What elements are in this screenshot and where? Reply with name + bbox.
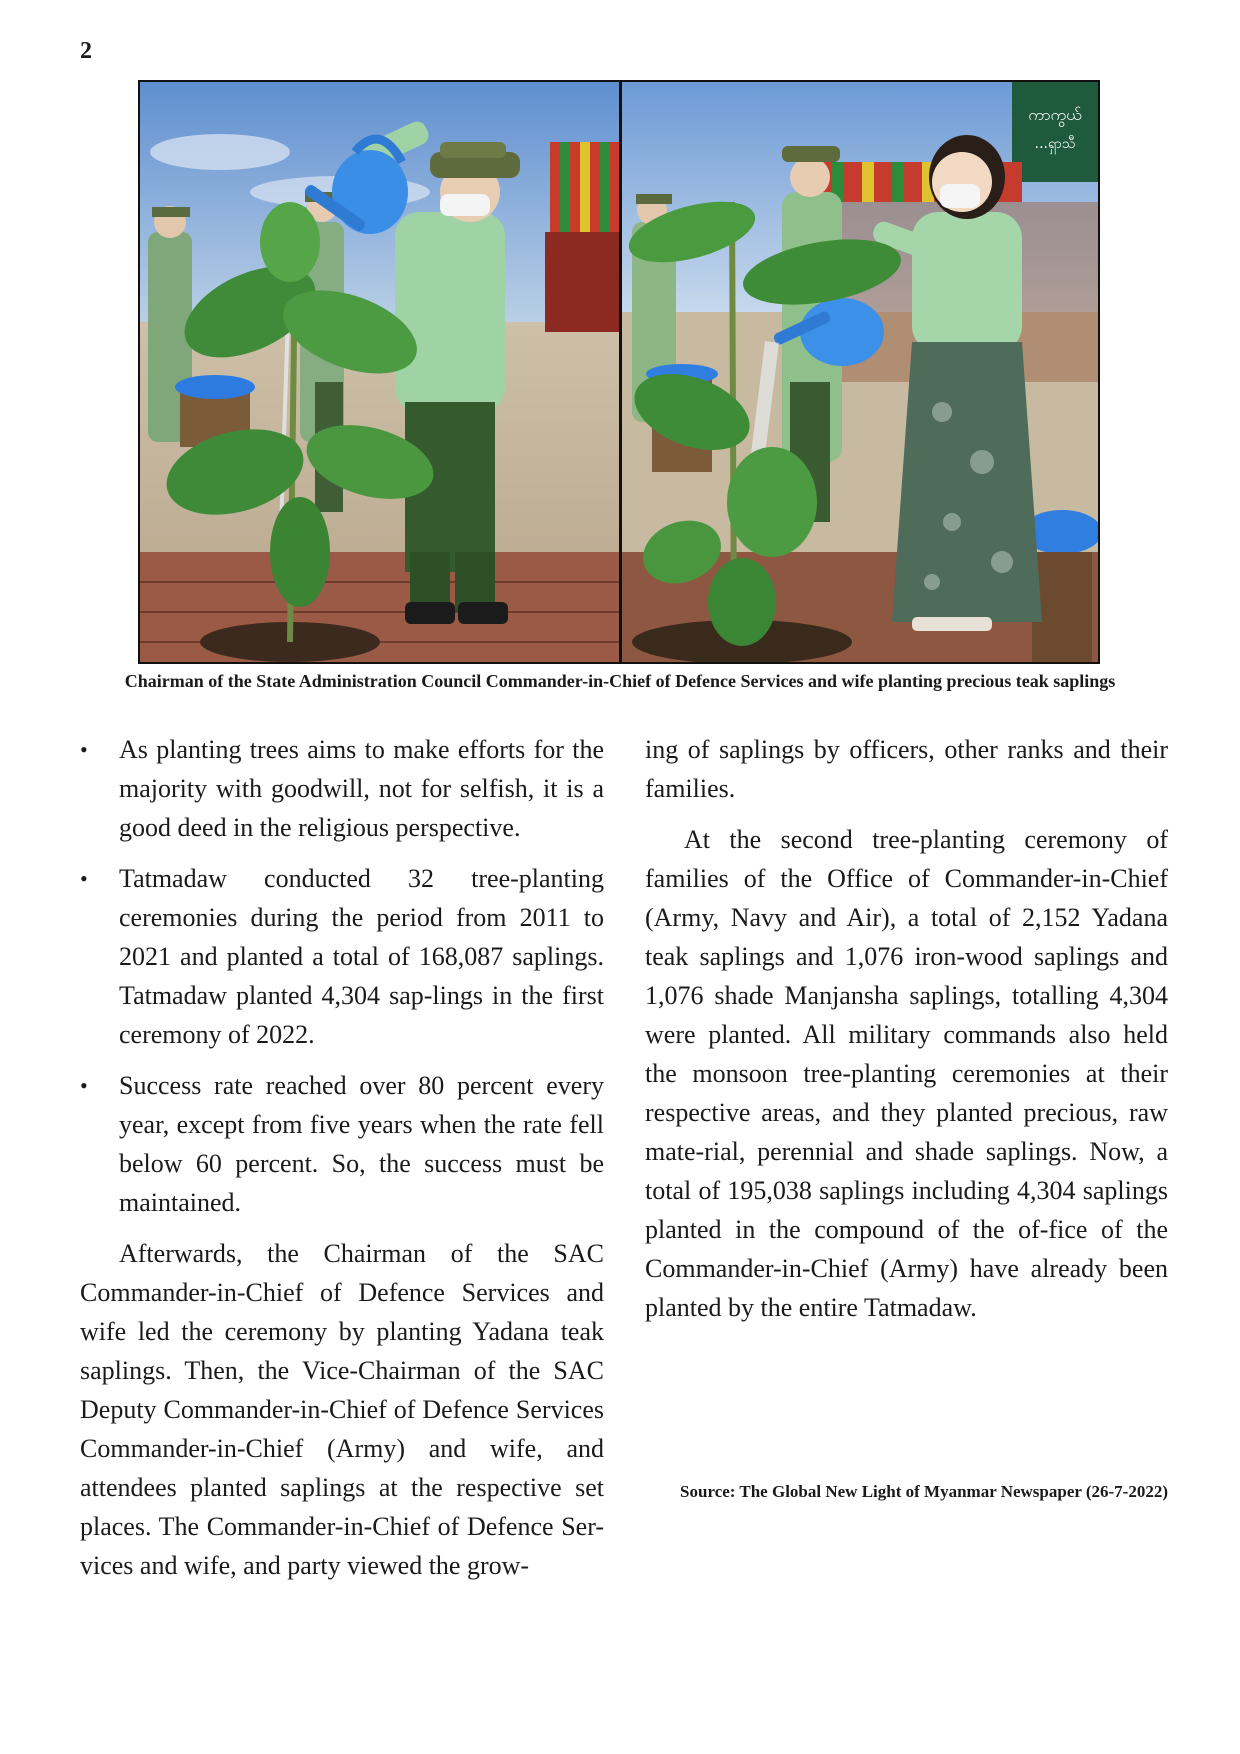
right-column — [645, 730, 1168, 1339]
photo-caption: Chairman of the State Administration Council Commander-in-Chief of Defence Services and wife planting precious teak saplings — [124, 671, 1116, 691]
banner-text: ကာကွယ် — [1028, 105, 1082, 124]
photo-wife-watering — [622, 82, 1098, 662]
svg-text:...ရှာသီ: ...ရှာသီ — [1034, 136, 1076, 152]
bullet-item: • As planting trees aims to make efforts for the majority with goodwill, not for selfish, it is a good deed in the religious perspective. — [80, 730, 604, 847]
source-citation: Source: The Global New Light of Myanmar Newspaper (26-7-2022) — [680, 1482, 1168, 1501]
photo-figure — [138, 80, 1100, 664]
left-column — [80, 730, 604, 1597]
page-number: 2 — [80, 38, 92, 64]
photo-commander-image — [140, 82, 619, 662]
bullet-item: • Success rate reached over 80 percent every year, except from five years when the rate fell below 60 percent. So, the success must be maintained. — [80, 1066, 604, 1222]
bullet-item: • Tatmadaw conducted 32 tree-planting ceremonies during the period from 2011 to 2021 and planted a total of 168,087 saplings. Tatmadaw planted 4,304 sap-lings in the first ceremony of 2022. — [80, 859, 604, 1054]
body-paragraph: Afterwards, the Chairman of the SAC Commander-in-Chief of Defence Services and wife led the ceremony by planting Yadana teak saplings. Then, the Vice-Chairman of the SAC Deputy Commander-in-Chief of Defence Services Commander-in-Chief (Army) and wife, and attendees planted saplings at the respective set places. The Commander-in-Chief of Defence Ser-vices and wife, and party viewed the grow- — [80, 1239, 604, 1580]
bullet-list — [80, 730, 604, 1222]
photo-wife-image — [622, 82, 1098, 662]
photo-commander-watering — [140, 82, 619, 662]
body-paragraph: At the second tree-planting ceremony of families of the Office of Commander-in-Chief (Army, Navy and Air), a total of 2,152 Yadana teak saplings and 1,076 iron-wood saplings and 1,076 shade Manjansha saplings, totalling 4,304 were planted. All military commands also held the monsoon tree-planting ceremonies at their respective areas, and they planted precious, raw mate-rial, perennial and shade saplings. Now, a total of 195,038 saplings including 4,304 saplings planted in the compound of the of-fice of the Commander-in-Chief (Army) have already been planted by the entire Tatmadaw. — [645, 825, 1168, 1322]
body-paragraph-continued: ing of saplings by officers, other ranks and their families. — [645, 735, 1168, 803]
